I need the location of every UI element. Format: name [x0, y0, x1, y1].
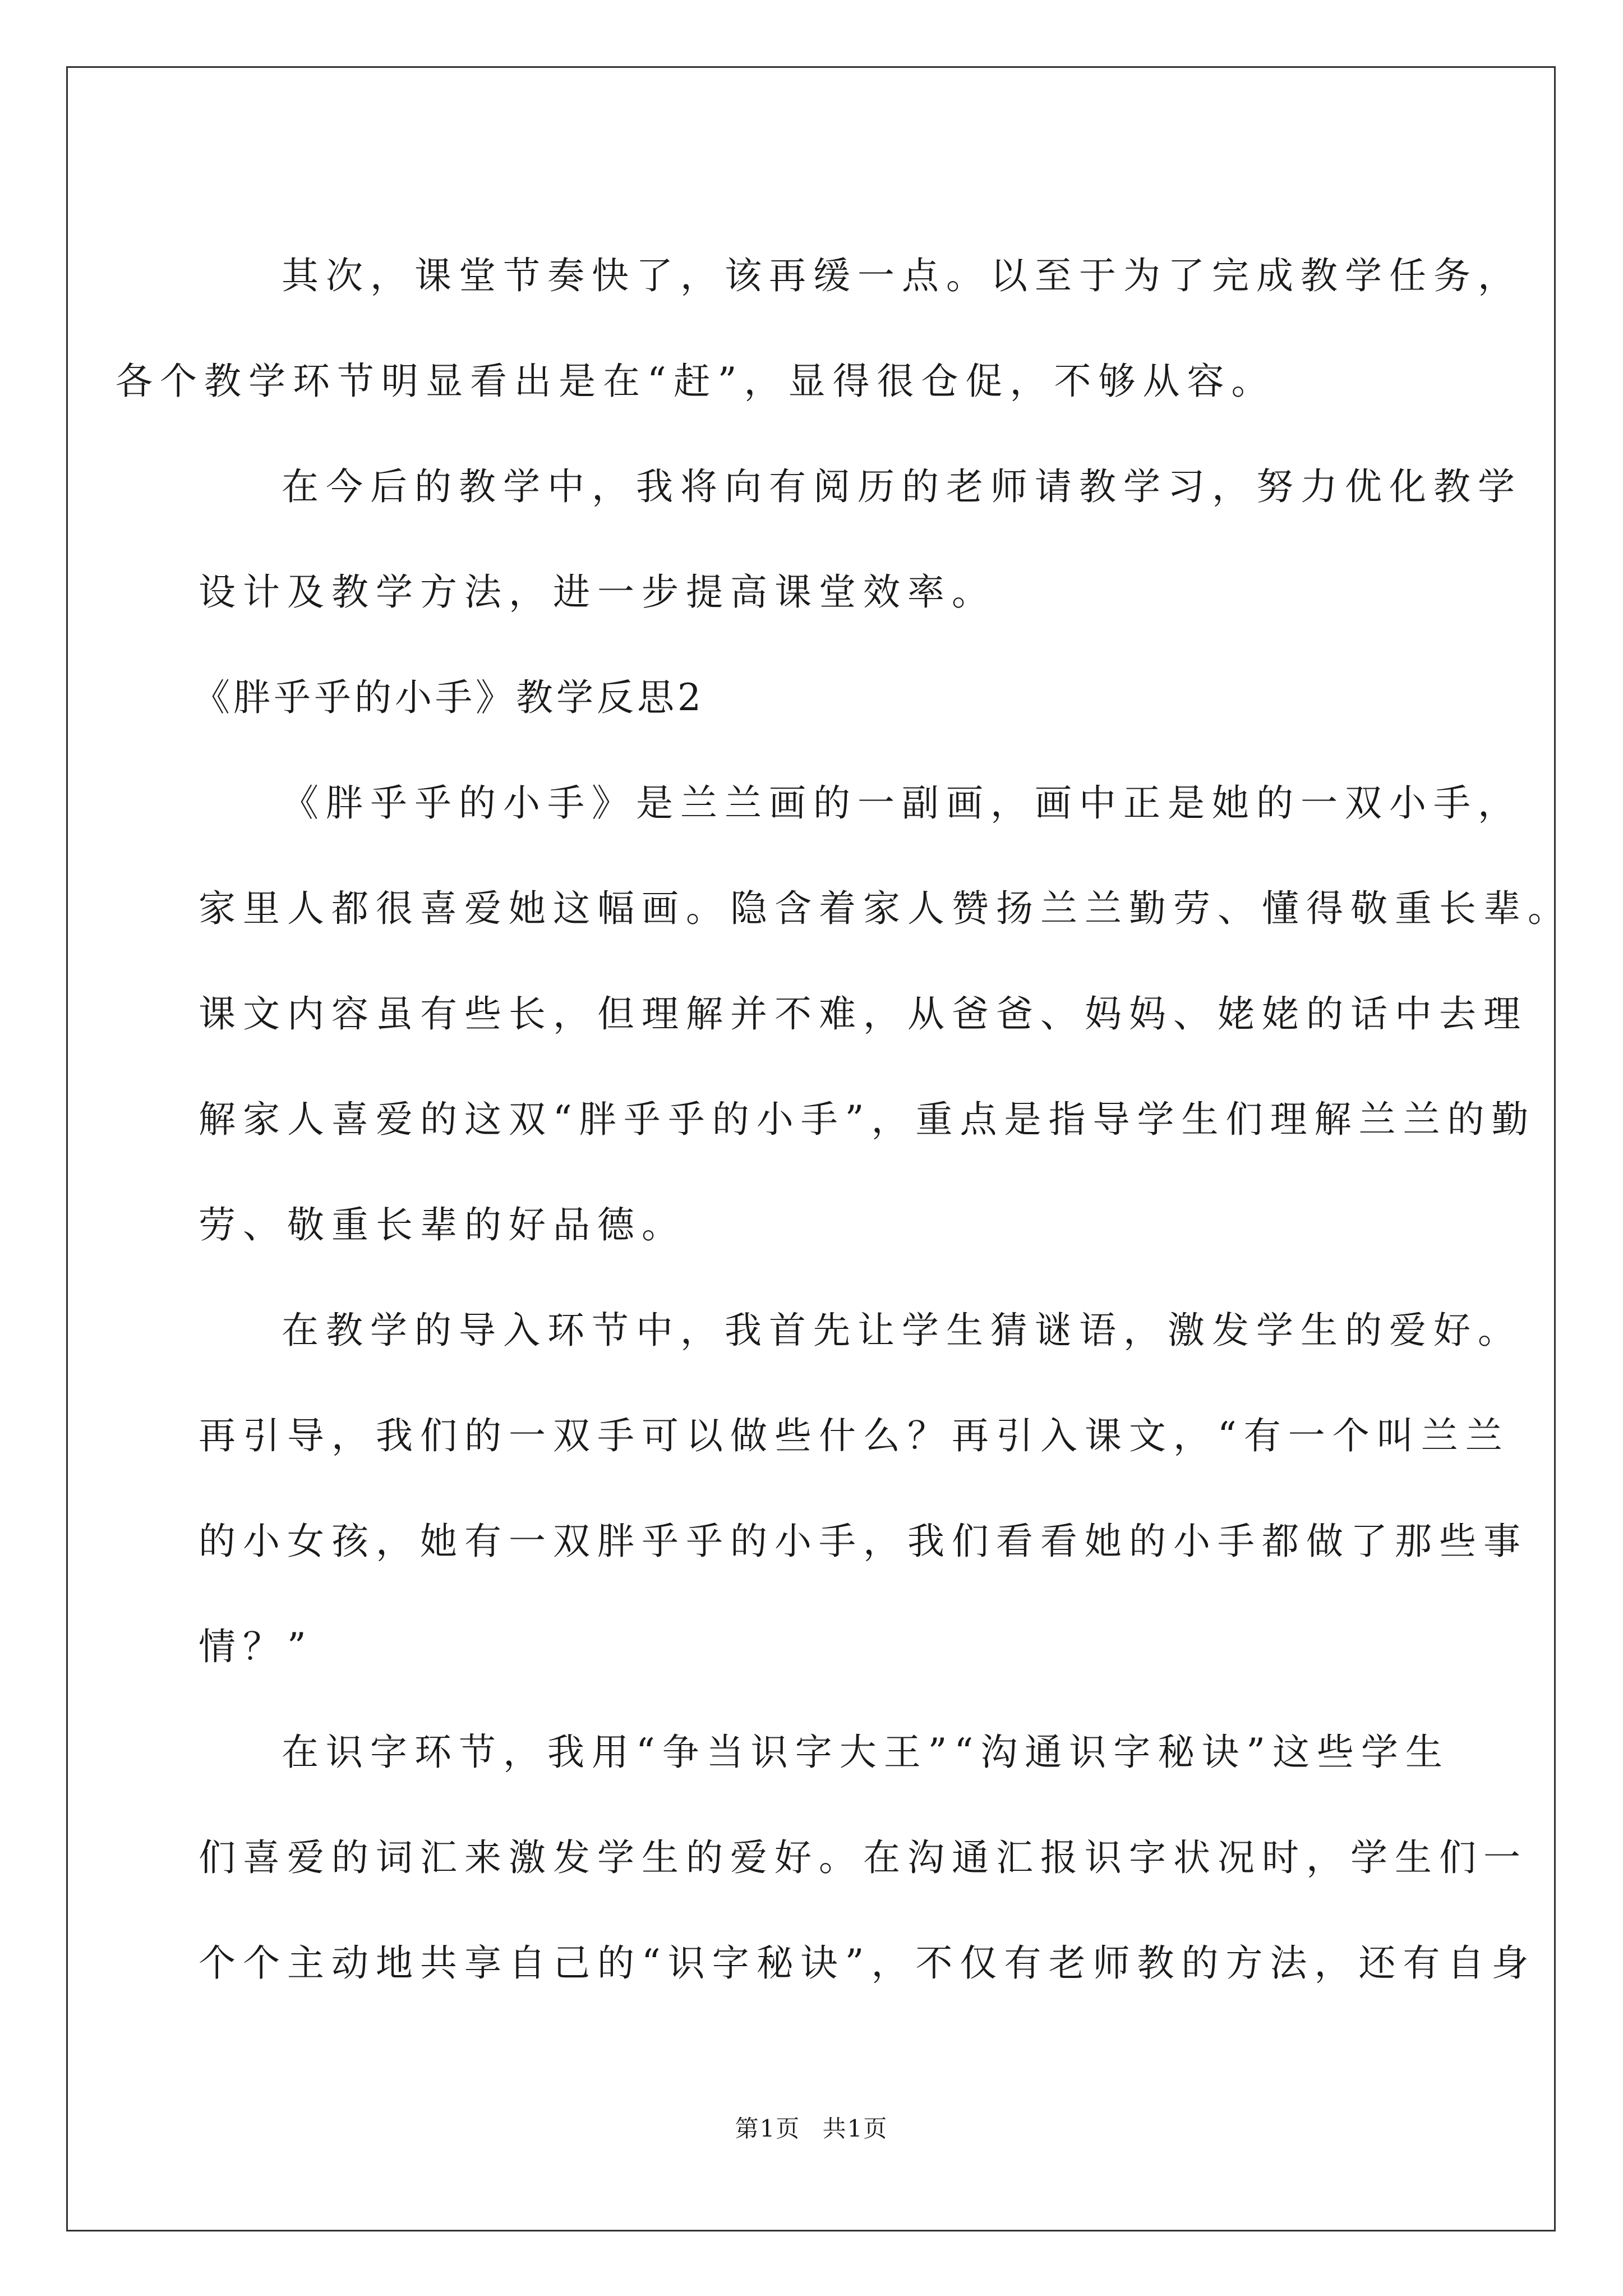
- paragraph-line: 再引导，我们的一双手可以做些什么？再引入课文，“有一个叫兰兰: [199, 1414, 1510, 1457]
- page-total: 共1页: [822, 2115, 888, 2142]
- paragraph-5: [199, 1700, 1536, 2016]
- section-heading: 《胖乎乎的小手》教学反思2: [193, 676, 704, 719]
- paragraph-line: 课文内容虽有些长，但理解并不难，从爸爸、妈妈、姥姥的话中去理: [199, 992, 1528, 1036]
- paragraph-line: 其次，课堂节奏快了，该再缓一点。以至于为了完成教学任务，: [282, 254, 1522, 297]
- paragraph-1: [116, 223, 1522, 434]
- paragraph-line: 个个主动地共享自己的“识字秘诀”，不仅有老师教的方法，还有自身: [199, 1941, 1536, 1985]
- paragraph-line: 在教学的导入环节中，我首先让学生猜谜语，激发学生的爱好。: [282, 1309, 1522, 1352]
- paragraph-2: [199, 434, 1522, 645]
- document-body: [116, 223, 1572, 2016]
- paragraph-line: 们喜爱的词汇来激发学生的爱好。在沟通汇报识字状况时，学生们一: [199, 1836, 1528, 1879]
- paragraph-3: [199, 751, 1572, 1278]
- paragraph-line: 在今后的教学中，我将向有阅历的老师请教学习，努力优化教学: [282, 465, 1522, 508]
- page-number: 第1页: [735, 2115, 801, 2142]
- paragraph-line: 劳、敬重长辈的好品德。: [199, 1203, 686, 1246]
- paragraph-4: [199, 1278, 1528, 1700]
- paragraph-line: 《胖乎乎的小手》是兰兰画的一副画，画中正是她的一双小手，: [282, 781, 1522, 825]
- paragraph-line: 家里人都很喜爱她这幅画。隐含着家人赞扬兰兰勤劳、懂得敬重长辈。: [199, 887, 1572, 930]
- paragraph-line: 解家人喜爱的这双“胖乎乎的小手”，重点是指导学生们理解兰兰的勤: [199, 1098, 1536, 1141]
- paragraph-line: 的小女孩，她有一双胖乎乎的小手，我们看看她的小手都做了那些事: [199, 1520, 1528, 1563]
- paragraph-line: 情？”: [199, 1625, 313, 1668]
- paragraph-line: 各个教学环节明显看出是在“赶”，显得很仓促，不够从容。: [116, 360, 1276, 403]
- paragraph-line: 设计及教学方法，进一步提高课堂效率。: [199, 570, 996, 614]
- page-footer: [0, 2110, 1623, 2144]
- paragraph-line: 在识字环节，我用“争当识字大王”“沟通识字秘诀”这些学生: [282, 1731, 1450, 1774]
